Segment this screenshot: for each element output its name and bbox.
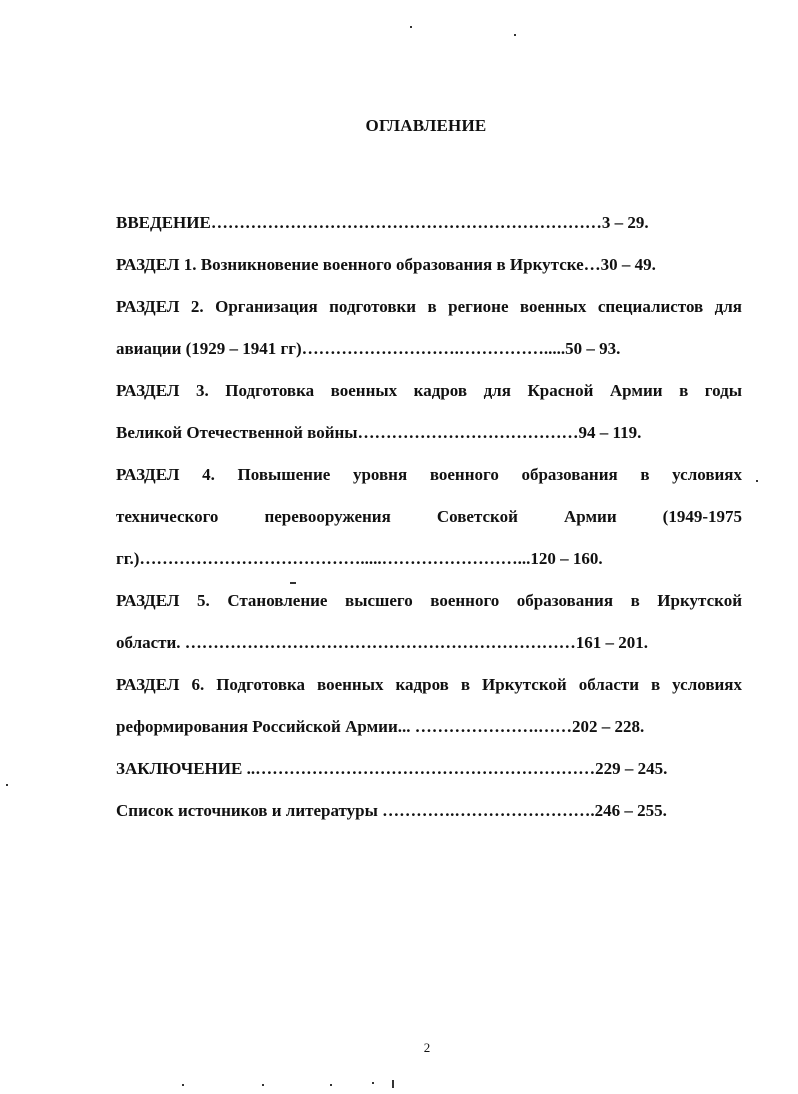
toc-entry-section-3: РАЗДЕЛ 3. Подготовка военных кадров для Красной Армии в годы [116,381,742,400]
table-of-contents [116,202,742,832]
toc-entry-section-4-cont: технического перевооружения Советской Армии (1949-1975 [116,507,742,526]
scan-speck [290,582,296,584]
scan-speck [330,1084,332,1086]
toc-entry-section-4: РАЗДЕЛ 4. Повышение уровня военного образования в условиях [116,465,742,484]
toc-entry-section-6: РАЗДЕЛ 6. Подготовка военных кадров в Иркутской области в условиях [116,675,742,694]
toc-entry-bibliography: Список источников и литературы ………….…………………….246 – 255. [116,801,667,820]
page-number: 2 [423,1040,431,1055]
scan-speck [6,784,8,786]
toc-entry-section-2: РАЗДЕЛ 2. Организация подготовки в регионе военных специалистов для [116,297,742,316]
scan-speck [392,1080,394,1088]
toc-entry-section-5-cont: области. ……………………………………………………………161 – 201. [116,633,649,652]
toc-entry-conclusion: ЗАКЛЮЧЕНИЕ ..……………………………………………………229 – 245. [116,759,668,778]
toc-entry-introduction: ВВЕДЕНИЕ……………………………………………………………3 – 29. [116,213,649,232]
toc-entry-section-3-cont: Великой Отечественной войны…………………………………94 – 119. [116,423,642,442]
scan-speck [514,34,516,36]
scan-speck [262,1084,264,1086]
toc-entry-section-5: РАЗДЕЛ 5. Становление высшего военного образования в Иркутской [116,591,742,610]
toc-entry-section-2-cont: авиации (1929 – 1941 гг)……………………….…………….....50 – 93. [116,339,621,358]
scan-speck [410,26,412,28]
toc-entry-section-4-cont-2: гг.)………………………………….....……………………...120 – 160. [116,549,603,568]
toc-entry-section-1: РАЗДЕЛ 1. Возникновение военного образования в Иркутске…30 – 49. [116,255,656,274]
scan-speck [182,1084,184,1086]
toc-entry-section-6-cont: реформирования Российской Армии... ………………….……202 – 228. [116,717,645,736]
page-title [0,116,798,136]
title-text: ОГЛАВЛЕНИЕ [365,116,487,135]
scan-speck [372,1082,374,1084]
scan-speck [756,480,758,482]
